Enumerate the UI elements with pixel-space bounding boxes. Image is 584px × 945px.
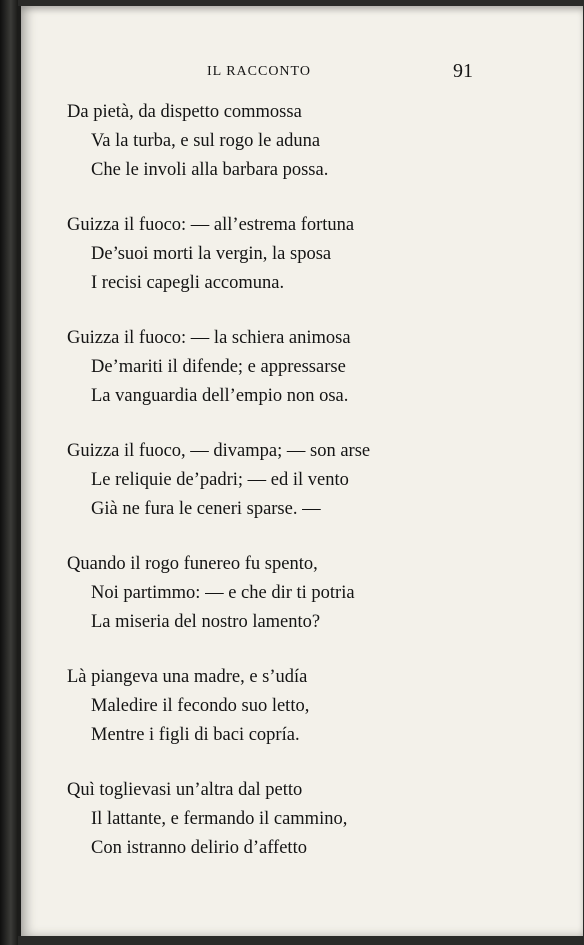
stanza-6 [67,663,557,750]
poem-line: Guizza il fuoco: — la schiera animosa [67,328,351,348]
poem-line: Là piangeva una madre, e s’udía [67,667,308,687]
book-spine [0,0,18,945]
poem-line: Quì toglievasi un’altra dal petto [67,780,303,800]
poem-line: Che le involi alla barbara possa. [91,160,329,180]
page-number: 91 [453,60,473,82]
poem-line: Da pietà, da dispetto commossa [67,102,302,122]
stanza-3 [67,324,557,411]
poem-line: Le reliquie de’padri; — ed il vento [91,470,349,490]
poem-line: De’suoi morti la vergin, la sposa [91,244,332,264]
poem-line: Guizza il fuoco: — all’estrema fortuna [67,215,355,235]
poem-line: Va la turba, e sul rogo le aduna [91,131,321,151]
stanza-7 [67,776,557,863]
poem-line: Il lattante, e fermando il cammino, [91,809,348,829]
stanza-5 [67,550,557,637]
poem-line: Mentre i figli di baci copría. [91,725,300,745]
poem-line: Con istranno delirio d’affetto [91,838,307,858]
poem-line: Maledire il fecondo suo letto, [91,696,310,716]
poem-line: Guizza il fuoco, — divampa; — son arse [67,441,371,461]
page-header [21,60,583,88]
book-page [18,6,583,936]
poem-line: I recisi capegli accomuna. [91,273,285,293]
poem-line: La vanguardia dell’empio non osa. [91,386,349,406]
stanza-1 [67,98,557,185]
poem-line: Noi partimmo: — e che dir ti potria [91,583,355,603]
poem-line: La miseria del nostro lamento? [91,612,321,632]
poem-line: Già ne fura le ceneri sparse. — [91,499,321,519]
stanza-4 [67,437,557,524]
running-title: IL RACCONTO [207,64,311,79]
poem-line: De’mariti il difende; e appressarse [91,357,346,377]
poem-line: Quando il rogo funereo fu spento, [67,554,318,574]
poem-body [67,98,557,889]
stanza-2 [67,211,557,298]
